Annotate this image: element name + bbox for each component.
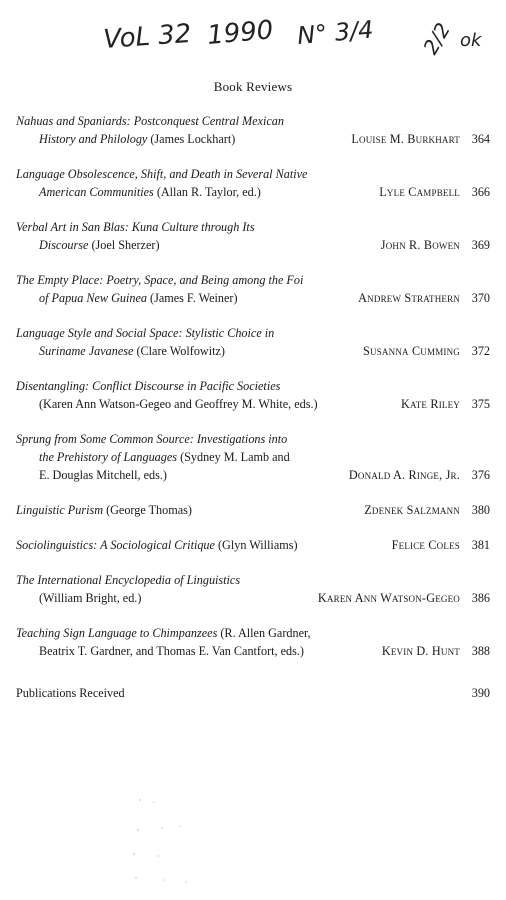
page-number: 380: [471, 503, 490, 517]
book-editor: (William Bright, ed.): [39, 591, 142, 605]
reviewer-name: John R. Bowen: [380, 238, 460, 252]
review-title-line: [16, 624, 490, 642]
review-title-line: [16, 571, 490, 589]
book-title: American Communities: [39, 185, 154, 199]
book-title: Disentangling: Conflict Discourse in Pacific Societies: [16, 379, 281, 393]
handwritten-ok: ok: [460, 30, 482, 51]
book-editor: (Clare Wolfowitz): [133, 344, 225, 358]
review-title-line: [16, 430, 490, 448]
review-title-line: [16, 271, 490, 289]
handwritten-fraction: 2/2: [418, 18, 456, 59]
book-editor: (Allan R. Taylor, ed.): [153, 185, 261, 199]
reviewer-and-page: [363, 342, 490, 360]
reviewer-and-page: [364, 501, 490, 519]
review-entry: [16, 218, 490, 254]
scan-smudges: [120, 790, 240, 890]
book-title: Linguistic Purism: [16, 503, 104, 517]
review-continuation-line: [16, 448, 490, 466]
reviewer-name: Andrew Strathern: [358, 291, 460, 305]
review-entry: [16, 571, 490, 607]
review-entry: [16, 501, 490, 519]
reviewer-name: Karen Ann Watson-Gegeo: [317, 591, 460, 605]
page-number: 386: [471, 591, 490, 605]
book-title: Language Style and Social Space: Stylistic Choice in: [16, 326, 275, 340]
review-title-line: [16, 377, 490, 395]
review-title-line: [16, 165, 490, 183]
book-editor: (Sydney M. Lamb and: [177, 450, 290, 464]
reviewer-name: Felice Coles: [391, 538, 460, 552]
reviewer-name: Zdenek Salzmann: [364, 503, 460, 517]
review-entry: [16, 324, 490, 360]
handwritten-year: 1990: [205, 15, 275, 51]
book-editor: (Glyn Williams): [214, 538, 298, 552]
review-list: [16, 112, 490, 660]
reviewer-and-page: [382, 642, 490, 660]
book-editor: (Karen Ann Watson-Gegeo and Geoffrey M. White, eds.): [39, 397, 318, 411]
book-editor: (George Thomas): [103, 503, 192, 517]
review-entry: [16, 377, 490, 413]
book-title: Verbal Art in San Blas: Kuna Culture through Its: [16, 220, 255, 234]
page-number: 376: [471, 468, 490, 482]
reviewer-name: Kate Riley: [401, 397, 460, 411]
book-title: Sociolinguistics: A Sociological Critique: [16, 538, 215, 552]
review-title-line: [16, 218, 490, 236]
book-editor: (James Lockhart): [147, 132, 236, 146]
review-title-line: [16, 112, 490, 130]
reviewer-and-page: [351, 130, 490, 148]
reviewer-name: Donald A. Ringe, Jr.: [348, 468, 460, 482]
page-number: 370: [471, 291, 490, 305]
reviewer-and-page: [318, 589, 490, 607]
reviewer-name: Kevin D. Hunt: [381, 644, 460, 658]
handwritten-issue: N° 3/4: [296, 15, 375, 50]
reviewer-and-page: [358, 289, 490, 307]
page-number: 372: [471, 344, 490, 358]
book-editor: Beatrix T. Gardner, and Thomas E. Van Cantfort, eds.): [39, 644, 304, 658]
book-title: Suriname Javanese: [39, 344, 134, 358]
book-title: the Prehistory of Languages: [39, 450, 178, 464]
handwritten-volume: VoL 32: [102, 18, 193, 55]
review-entry: [16, 165, 490, 201]
review-entry: [16, 112, 490, 148]
page-number: 369: [471, 238, 490, 252]
reviewer-name: Louise M. Burkhart: [351, 132, 460, 146]
book-editor: E. Douglas Mitchell, eds.): [39, 468, 167, 482]
page-number: 366: [471, 185, 490, 199]
book-title: Nahuas and Spaniards: Postconquest Central Mexican: [16, 114, 284, 128]
publications-received-row: [16, 686, 490, 701]
reviewer-and-page: [381, 236, 490, 254]
book-title: Teaching Sign Language to Chimpanzees: [16, 626, 218, 640]
review-entry: [16, 536, 490, 554]
review-title-line: [16, 324, 490, 342]
page-number: 381: [471, 538, 490, 552]
review-entry: [16, 430, 490, 484]
review-entry: [16, 624, 490, 660]
book-editor: (James F. Weiner): [147, 291, 238, 305]
publications-received-label: Publications Received: [16, 686, 125, 700]
reviewer-and-page: [379, 183, 490, 201]
book-editor: (Joel Sherzer): [88, 238, 160, 252]
page-number: 388: [471, 644, 490, 658]
publications-received-page: 390: [471, 686, 490, 700]
book-title: The Empty Place: Poetry, Space, and Being among the Foi: [16, 273, 304, 287]
handwritten-annotation: [100, 14, 500, 64]
book-title: of Papua New Guinea: [39, 291, 147, 305]
page-number: 375: [471, 397, 490, 411]
reviewer-and-page: [349, 466, 490, 484]
reviewer-and-page: [401, 395, 490, 413]
book-title: Language Obsolescence, Shift, and Death in Several Native: [16, 167, 308, 181]
book-editor: (R. Allen Gardner,: [217, 626, 311, 640]
page-number: 364: [471, 132, 490, 146]
book-title: History and Philology: [39, 132, 148, 146]
reviewer-name: Susanna Cumming: [363, 344, 460, 358]
book-title: Sprung from Some Common Source: Investigations into: [16, 432, 288, 446]
review-entry: [16, 271, 490, 307]
book-title: Discourse: [39, 238, 89, 252]
section-title: Book Reviews: [213, 79, 293, 94]
book-title: The International Encyclopedia of Linguistics: [16, 573, 241, 587]
reviewer-and-page: [392, 536, 490, 554]
reviewer-name: Lyle Campbell: [379, 185, 460, 199]
